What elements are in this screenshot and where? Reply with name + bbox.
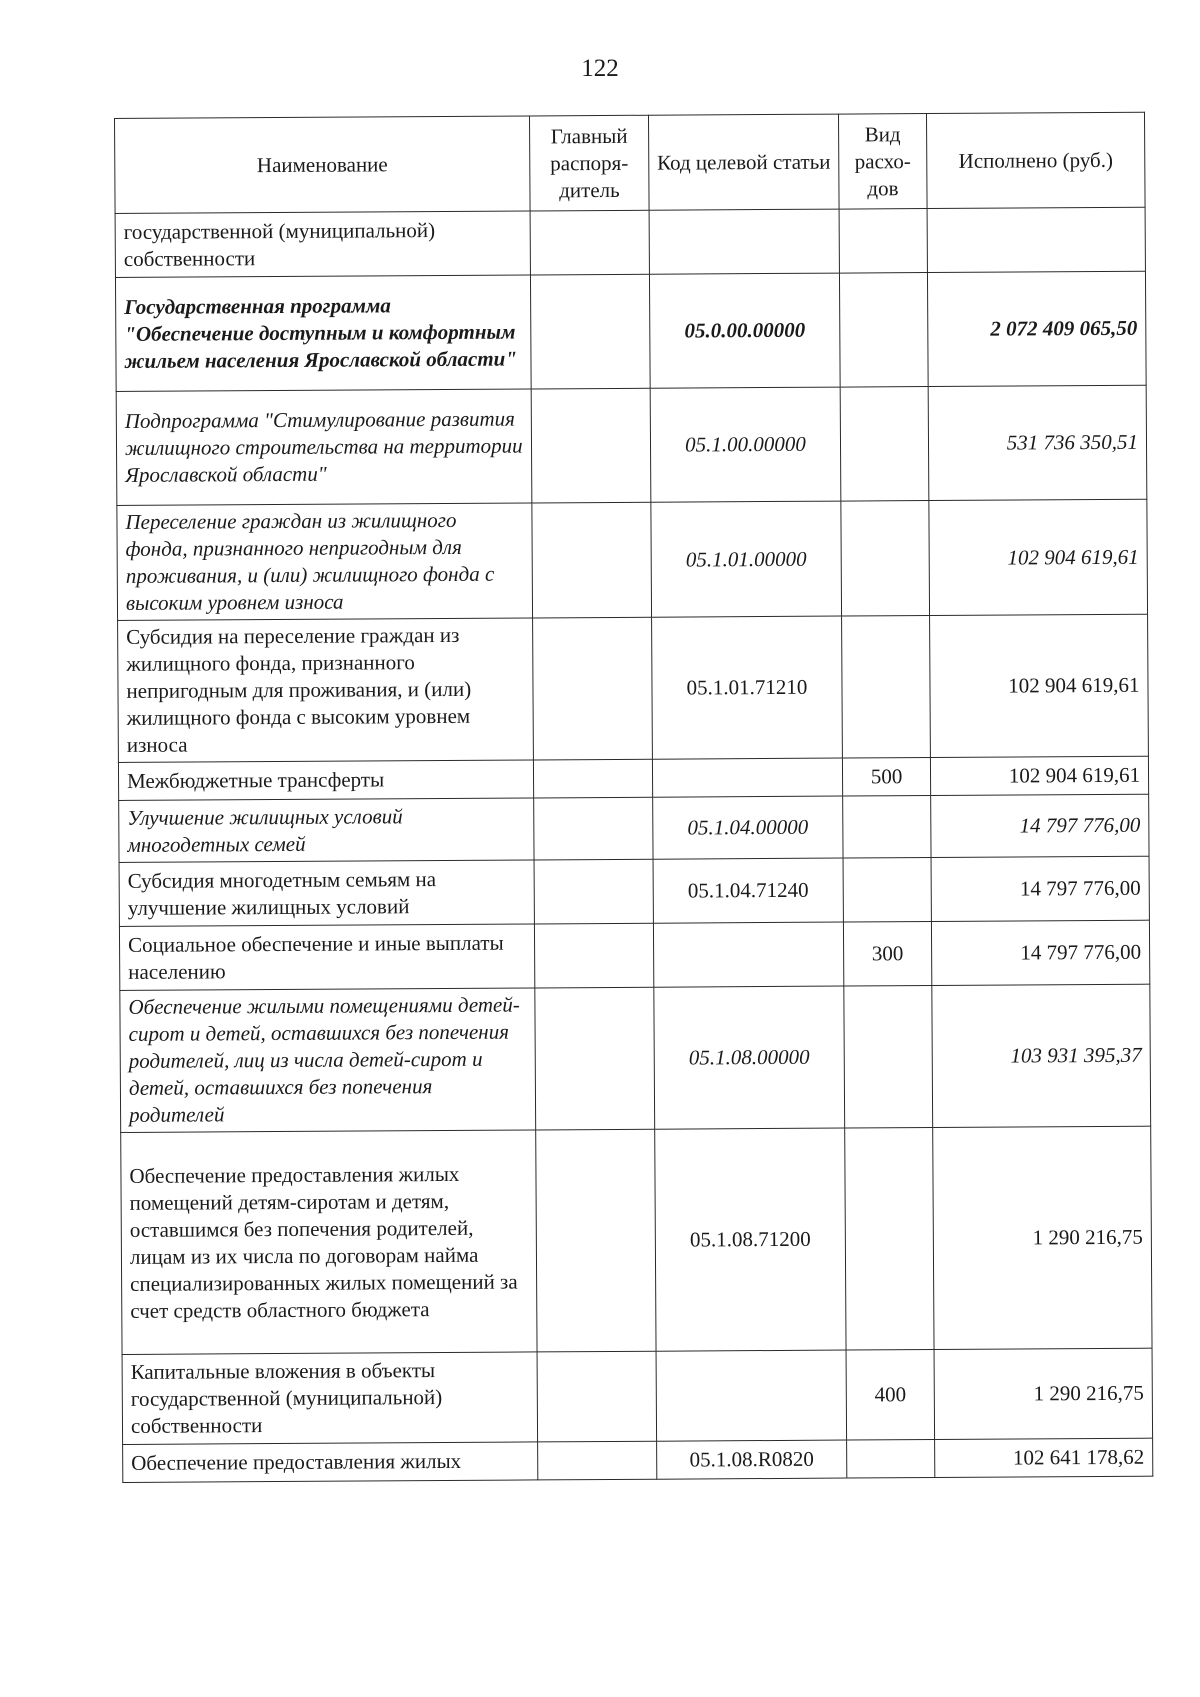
table-header-row (115, 112, 1146, 213)
cell-executed: 1 290 216,75 (933, 1126, 1152, 1349)
cell-name: Улучшение жилищных условий многодетных семей (119, 798, 534, 863)
cell-name: Капитальные вложения в объекты государственной (муниципальной) собственности (122, 1352, 538, 1445)
cell-expense-type: 500 (842, 758, 930, 797)
cell-name: Государственная программа "Обеспечение доступным и комфортным жильем населения Ярославской области" (115, 275, 531, 392)
cell-expense-type (845, 1128, 934, 1351)
cell-target-code (649, 209, 839, 274)
cell-name: Обеспечение жилыми помещениями детей-сирот и детей, оставшихся без попечения родителей, лиц из числа детей-сирот и детей, оставшихся без попечения родителей (120, 988, 536, 1133)
cell-name: Обеспечение предоставления жилых помещений детям-сиротам и детям, оставшимся без попечения родителей, лицам из их числа по договорам найма специализированных жилых помещений за счет средств областного бюджета (121, 1130, 537, 1355)
cell-target-code: 05.1.04.00000 (653, 796, 843, 859)
cell-target-code: 05.1.00.00000 (650, 387, 841, 502)
cell-name: Субсидия многодетным семьям на улучшение жилищных условий (119, 860, 534, 927)
cell-name: Переселение граждан из жилищного фонда, признанного непригодным для проживания, и (или) жилищного фонда с высоким уровнем износа (117, 503, 533, 621)
cell-expense-type: 300 (843, 922, 931, 987)
table-row (115, 271, 1146, 391)
cell-expense-type (843, 858, 931, 923)
cell-main-manager (537, 1351, 657, 1442)
cell-expense-type (842, 616, 931, 759)
table-row (118, 614, 1149, 762)
cell-main-manager (536, 1129, 656, 1352)
cell-target-code (653, 922, 843, 987)
cell-target-code: 05.1.01.00000 (651, 501, 842, 617)
table-row (123, 1438, 1153, 1482)
cell-main-manager (535, 987, 655, 1130)
header-main-manager: Главный распоря-дитель (529, 115, 649, 211)
cell-main-manager (533, 617, 653, 760)
header-expense-type: Вид расхо-дов (838, 114, 927, 210)
table-row (119, 920, 1149, 990)
cell-target-code: 05.1.08.R0820 (657, 1440, 847, 1479)
header-name: Наименование (115, 116, 531, 214)
cell-executed: 1 290 216,75 (934, 1348, 1153, 1439)
cell-target-code: 05.1.08.00000 (654, 986, 845, 1129)
table-row (120, 984, 1151, 1132)
table-row (122, 1348, 1153, 1444)
cell-executed: 102 904 619,61 (929, 499, 1148, 615)
cell-expense-type (839, 209, 927, 274)
cell-main-manager (534, 859, 653, 924)
cell-expense-type (847, 1440, 935, 1479)
cell-expense-type (841, 501, 930, 617)
table-row (119, 794, 1149, 862)
cell-main-manager (534, 923, 653, 988)
cell-executed: 102 904 619,61 (930, 614, 1149, 757)
cell-executed: 103 931 395,37 (932, 984, 1151, 1127)
cell-expense-type (844, 986, 933, 1129)
cell-main-manager (532, 502, 652, 618)
cell-name: Межбюджетные трансферты (118, 760, 533, 801)
table-row (116, 385, 1147, 505)
header-target-code: Код целевой статьи (648, 114, 839, 210)
table-row (119, 856, 1149, 926)
cell-target-code (652, 758, 842, 797)
cell-executed: 531 736 350,51 (928, 385, 1147, 500)
cell-name: Субсидия на переселение граждан из жилищного фонда, признанного непригодным для проживания, и (или) жилищного фонда с высоким уровнем износа (118, 618, 534, 763)
cell-executed: 14 797 776,00 (931, 856, 1149, 921)
table-row (118, 756, 1148, 800)
table-row (121, 1126, 1152, 1354)
header-executed: Исполнено (руб.) (926, 112, 1145, 208)
cell-main-manager (533, 759, 652, 798)
cell-main-manager (530, 274, 650, 389)
cell-expense-type (843, 796, 931, 859)
cell-target-code (656, 1350, 847, 1441)
table-row (117, 499, 1148, 620)
cell-main-manager (534, 797, 653, 860)
table-row (115, 207, 1145, 277)
cell-expense-type (839, 273, 928, 388)
cell-executed: 2 072 409 065,50 (927, 271, 1146, 386)
cell-main-manager (538, 1441, 657, 1480)
cell-target-code: 05.1.01.71210 (652, 616, 843, 759)
cell-name: Обеспечение предоставления жилых (123, 1442, 538, 1483)
cell-expense-type: 400 (846, 1350, 935, 1441)
table-body (115, 207, 1153, 1482)
cell-executed (927, 207, 1145, 272)
cell-target-code: 05.0.00.00000 (649, 273, 840, 388)
cell-name: Социальное обеспечение и иные выплаты населению (119, 924, 534, 991)
cell-expense-type (840, 387, 929, 502)
cell-name: Подпрограмма "Стимулирование развития жилищного строительства на территории Ярославской области" (116, 389, 532, 506)
cell-target-code: 05.1.08.71200 (655, 1128, 846, 1351)
cell-executed: 14 797 776,00 (931, 794, 1149, 857)
cell-name: государственной (муниципальной) собственности (115, 211, 530, 278)
budget-table (114, 112, 1153, 1483)
cell-executed: 102 641 178,62 (935, 1438, 1153, 1477)
cell-main-manager (531, 388, 651, 503)
cell-target-code: 05.1.04.71240 (653, 858, 843, 923)
cell-executed: 14 797 776,00 (931, 920, 1149, 985)
page-number: 122 (581, 55, 619, 82)
cell-main-manager (530, 210, 649, 275)
cell-executed: 102 904 619,61 (930, 756, 1148, 795)
